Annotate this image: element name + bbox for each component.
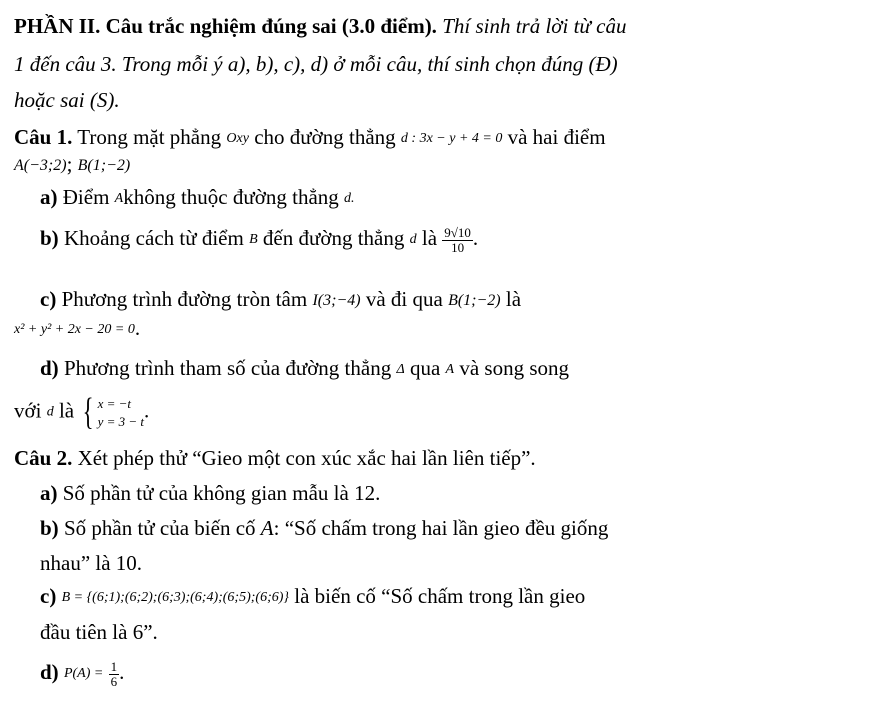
q1b-label: b) bbox=[40, 226, 59, 250]
q1b-math-2: d bbox=[409, 232, 417, 247]
q1-label: Câu 1. bbox=[14, 125, 73, 149]
q1c-text-3: là bbox=[505, 287, 522, 311]
q2c-set: B = {(6;1);(6;2);(6;3);(6;4);(6;5);(6;6)} bbox=[61, 590, 290, 605]
part-intro-1: Thí sinh trả lời từ câu bbox=[442, 14, 627, 38]
q2b-label: b) bbox=[40, 516, 59, 540]
q1a-math-2: d. bbox=[344, 191, 355, 206]
q2a-label: a) bbox=[40, 481, 58, 505]
q1b-fraction bbox=[442, 226, 473, 254]
q2-option-d bbox=[40, 660, 124, 688]
q2d-lhs: P(A) = bbox=[63, 666, 104, 681]
q2d-fraction bbox=[109, 660, 120, 688]
q1-option-b bbox=[40, 226, 478, 254]
part-heading-line bbox=[14, 14, 626, 38]
q2-option-c bbox=[40, 584, 585, 608]
q1-option-a bbox=[40, 185, 355, 209]
q1-points-line bbox=[14, 152, 130, 176]
q2d-label: d) bbox=[40, 660, 59, 684]
part-heading: PHẦN II. Câu trắc nghiệm đúng sai (3.0 điểm). bbox=[14, 14, 437, 38]
q1c-end: . bbox=[134, 316, 141, 340]
q2-option-a bbox=[40, 481, 380, 505]
q1c-text-2: và đi qua bbox=[365, 287, 443, 311]
q2a-text: Số phần tử của không gian mẫu là 12. bbox=[62, 481, 381, 505]
q1d-system-row-2: y = 3 − t bbox=[97, 413, 145, 429]
q1-plane: Oxy bbox=[226, 131, 249, 146]
q2c-text-1: là biến cố “Số chấm trong lần gieo bbox=[294, 584, 586, 608]
part-intro-2: 1 đến câu 3. Trong mỗi ý a), b), c), d) ở mỗi câu, thí sinh chọn đúng (Đ) bbox=[14, 52, 618, 76]
q1d-math-2: A bbox=[445, 362, 455, 377]
q2c-continuation: đầu tiên là 6”. bbox=[40, 620, 158, 644]
q1b-frac-num: 9√10 bbox=[444, 225, 471, 241]
q1-option-c bbox=[40, 287, 521, 311]
q1d-system-line bbox=[14, 391, 150, 434]
q2-label: Câu 2. bbox=[14, 446, 73, 470]
q1-text-1: Trong mặt phẳng bbox=[77, 125, 222, 149]
q1a-text-2: không thuộc đường thẳng bbox=[123, 185, 339, 209]
q2b-text-1: Số phần tử của biến cố bbox=[63, 516, 256, 540]
q1d-text-2: qua bbox=[409, 356, 441, 380]
q1a-label: a) bbox=[40, 185, 58, 209]
q1d-math-1: Δ bbox=[396, 362, 405, 377]
q2-option-b bbox=[40, 516, 608, 540]
q2b-continuation: nhau” là 10. bbox=[40, 551, 143, 575]
q2-line bbox=[14, 446, 536, 470]
q1-option-d bbox=[40, 356, 569, 380]
q1b-math-1: B bbox=[249, 232, 258, 247]
q2b-math-1: A bbox=[260, 516, 274, 540]
brace-icon: { bbox=[83, 391, 94, 434]
q1d-system-row-1: x = −t bbox=[97, 396, 132, 411]
q1d-text-1: Phương trình tham số của đường thẳng bbox=[63, 356, 392, 380]
q1c-math-1: I(3;−4) bbox=[312, 292, 361, 309]
q1-point-a: A(−3;2) bbox=[14, 157, 67, 174]
q1-point-b: B(1;−2) bbox=[77, 157, 131, 174]
q2d-frac-den: 6 bbox=[110, 673, 118, 689]
q2d-end: . bbox=[119, 660, 125, 684]
q1b-frac-den: 10 bbox=[451, 239, 465, 255]
q2-text: Xét phép thử “Gieo một con xúc xắc hai lần liên tiếp”. bbox=[77, 446, 536, 470]
q1d-end: . bbox=[144, 398, 150, 423]
q1d-text-4: với bbox=[14, 398, 42, 423]
q1-points-sep: ; bbox=[66, 152, 73, 176]
q1d-text-3: và song song bbox=[459, 356, 569, 380]
q1-line bbox=[14, 125, 606, 149]
q1d-text-5: là bbox=[58, 398, 75, 423]
q1b-text-3: là bbox=[421, 226, 438, 250]
part-intro-3: hoặc sai (S). bbox=[14, 88, 120, 112]
q1a-math-1: A bbox=[114, 191, 124, 206]
q1c-text-1: Phương trình đường tròn tâm bbox=[61, 287, 308, 311]
q1a-text-1: Điểm bbox=[62, 185, 110, 209]
q1b-end: . bbox=[472, 226, 479, 250]
q1c-math-2: B(1;−2) bbox=[448, 292, 501, 309]
q1b-text-2: đến đường thẳng bbox=[262, 226, 405, 250]
q1d-math-3: d bbox=[46, 404, 54, 420]
q1-text-3: và hai điểm bbox=[507, 125, 606, 149]
q2d-frac-num: 1 bbox=[110, 659, 118, 675]
q1c-equation: x² + y² + 2x − 20 = 0 bbox=[14, 322, 135, 337]
q1b-text-1: Khoảng cách từ điểm bbox=[63, 226, 244, 250]
q1-text-2: cho đường thẳng bbox=[254, 125, 396, 149]
q2b-text-2: : “Số chấm trong hai lần gieo đều giống bbox=[273, 516, 609, 540]
q1-line-eq: d : 3x − y + 4 = 0 bbox=[400, 131, 503, 146]
q2c-label: c) bbox=[40, 584, 57, 608]
q1d-label: d) bbox=[40, 356, 59, 380]
q1d-system bbox=[79, 391, 145, 434]
q1c-eq-line bbox=[14, 316, 140, 340]
q1c-label: c) bbox=[40, 287, 57, 311]
